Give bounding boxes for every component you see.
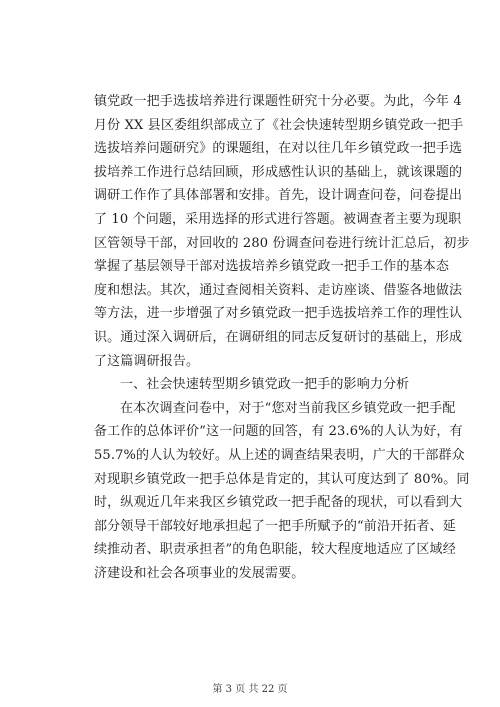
paragraph-2 bbox=[94, 397, 470, 586]
paragraph-1 bbox=[94, 90, 470, 373]
section-heading: 一、社会快速转型期乡镇党政一把手的影响力分析 bbox=[120, 377, 410, 393]
text-line: 度和想法。其次，通过查阅相关资料、走访座谈、借鉴各地做法 bbox=[94, 282, 463, 298]
text-line: 了这篇调研报告。 bbox=[94, 353, 200, 369]
text-line: 55.7%的人认为较好。从上述的调查结果表明，广大的干部群众 bbox=[94, 447, 465, 463]
document-body bbox=[94, 90, 470, 585]
text-line: 对现职乡镇党政一把手总体是肯定的，其认可度达到了 80%。同 bbox=[94, 471, 470, 487]
text-line: 时，纵观近几年来我区乡镇党政一把手配备的现状，可以看到大 bbox=[94, 495, 463, 511]
text-line: 部分领导干部较好地承担起了一把手所赋予的“前沿开拓者、延 bbox=[94, 518, 456, 534]
text-line: 区管领导干部，对回收的 280 份调查问卷进行统计汇总后，初步 bbox=[94, 235, 470, 251]
text-line: 选拔培养问题研究》的课题组，在对以往几年乡镇党政一把手选 bbox=[94, 141, 463, 157]
text-line: 等方法，进一步增强了对乡镇党政一把手选拔培养工作的理性认 bbox=[94, 306, 463, 322]
text-line: 月份 XX 县区委组织部成立了《社会快速转型期乡镇党政一把手 bbox=[94, 117, 464, 133]
text-line: 备工作的总体评价”这一问题的回答，有 23.6%的人认为好，有 bbox=[94, 424, 463, 440]
text-line: 续推动者、职责承担者”的角色职能，较大程度地适应了区域经 bbox=[94, 542, 456, 558]
text-line: 在本次调查问卷中，对于“您对当前我区乡镇党政一把手配 bbox=[120, 400, 456, 416]
text-line: 拔培养工作进行总结回顾，形成感性认识的基础上，就该课题的 bbox=[94, 164, 463, 180]
text-line: 了 10 个问题，采用选择的形式进行答题。被调查者主要为现职 bbox=[94, 211, 462, 227]
text-line: 掌握了基层领导干部对选拔培养乡镇党政一把手工作的基本态 bbox=[94, 259, 450, 275]
text-line: 济建设和社会各项事业的发展需要。 bbox=[94, 565, 305, 581]
text-line: 识。通过深入调研后，在调研组的同志反复研讨的基础上，形成 bbox=[94, 329, 463, 345]
text-line: 镇党政一把手选拔培养进行课题性研究十分必要。为此，今年 4 bbox=[94, 94, 462, 109]
page-number-footer: 第 3 页 共 22 页 bbox=[212, 684, 288, 695]
text-line: 调研工作作了具体部署和安排。首先，设计调查问卷，问卷提出 bbox=[94, 188, 463, 204]
